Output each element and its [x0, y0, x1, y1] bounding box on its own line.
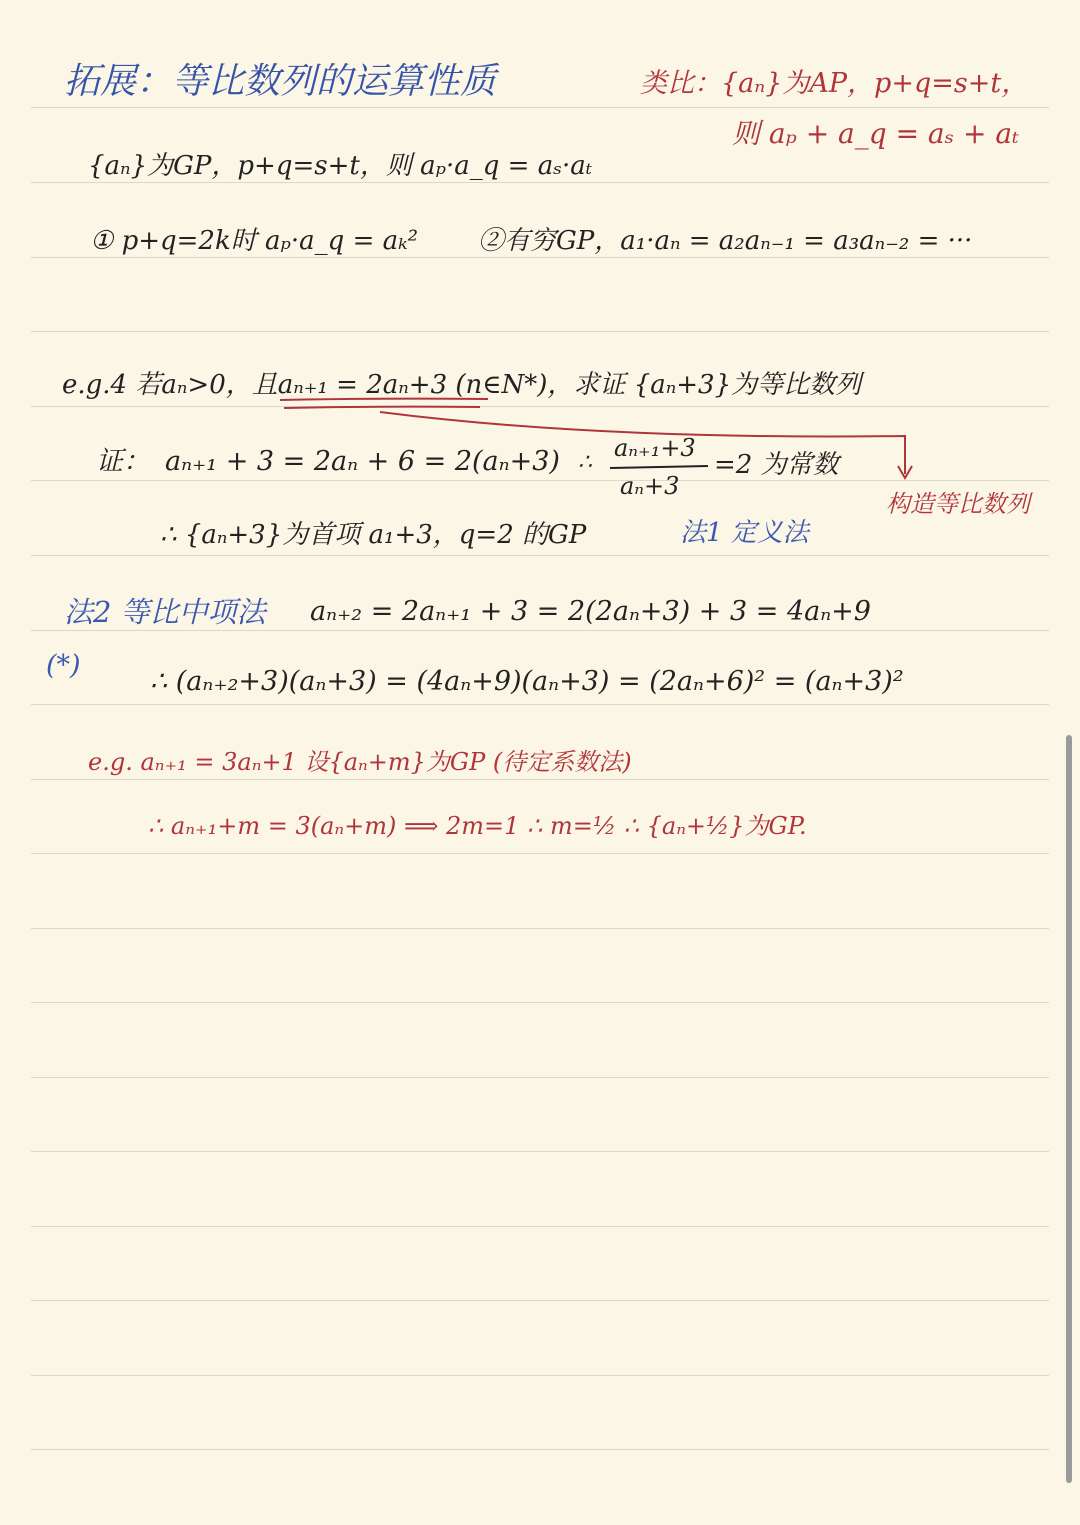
method-2-label: 法2 等比中项法: [64, 595, 266, 629]
vertical-scrollbar[interactable]: [1066, 735, 1072, 1483]
method-2-step: aₙ₊₂ = 2aₙ₊₁ + 3 = 2(2aₙ+3) + 3 = 4aₙ+9: [310, 596, 871, 627]
property-point-2: ②有穷GP，a₁·aₙ = a₂aₙ₋₁ = a₃aₙ₋₂ = ···: [478, 226, 973, 256]
solution-conclusion: ∴ {aₙ+3}为首项 a₁+3，q=2 的GP: [160, 520, 587, 550]
construct-arrow: [380, 412, 905, 474]
method-2-equation: ∴ (aₙ₊₂+3)(aₙ+3) = (4aₙ+9)(aₙ+3) = (2aₙ+6)² = (aₙ+3)²: [150, 666, 904, 697]
fraction-bar: [610, 466, 708, 468]
condition-underline: [280, 399, 488, 400]
fraction-denominator: aₙ+3: [620, 472, 680, 500]
gp-property: {aₙ}为GP，p+q=s+t，则 aₚ·a_q = aₛ·aₜ: [88, 151, 593, 181]
example-4-question: e.g.4 若aₙ>0，且aₙ₊₁ = 2aₙ+3 (n∈N*)，求证 {aₙ+3}为等比数列: [62, 370, 862, 400]
solution-step: aₙ₊₁ + 3 = 2aₙ + 6 = 2(aₙ+3): [165, 446, 560, 477]
method-1-label: 法1 定义法: [680, 518, 809, 548]
example-red-solution: ∴ aₙ₊₁+m = 3(aₙ+m) ⟹ 2m=1 ∴ m=½ ∴ {aₙ+½}为GP.: [148, 812, 807, 840]
analogy-line-1: 类比：{aₙ}为AP，p+q=s+t，: [640, 68, 1029, 99]
therefore-symbol: ∴: [578, 450, 592, 475]
analogy-line-2: 则 aₚ + a_q = aₛ + aₜ: [732, 117, 1019, 150]
page-title: 拓展：等比数列的运算性质: [64, 61, 497, 102]
example-red-question: e.g. aₙ₊₁ = 3aₙ+1 设{aₙ+m}为GP (待定系数法): [88, 748, 632, 776]
star-mark: (*): [46, 650, 81, 681]
fraction-result: =2 为常数: [714, 450, 839, 480]
property-point-1: ① p+q=2k时 aₚ·a_q = aₖ²: [90, 226, 419, 256]
construct-note: 构造等比数列: [886, 490, 1030, 518]
solution-prefix: 证：: [96, 446, 150, 477]
condition-underline-2: [284, 407, 480, 408]
fraction-numerator: aₙ₊₁+3: [614, 434, 696, 462]
